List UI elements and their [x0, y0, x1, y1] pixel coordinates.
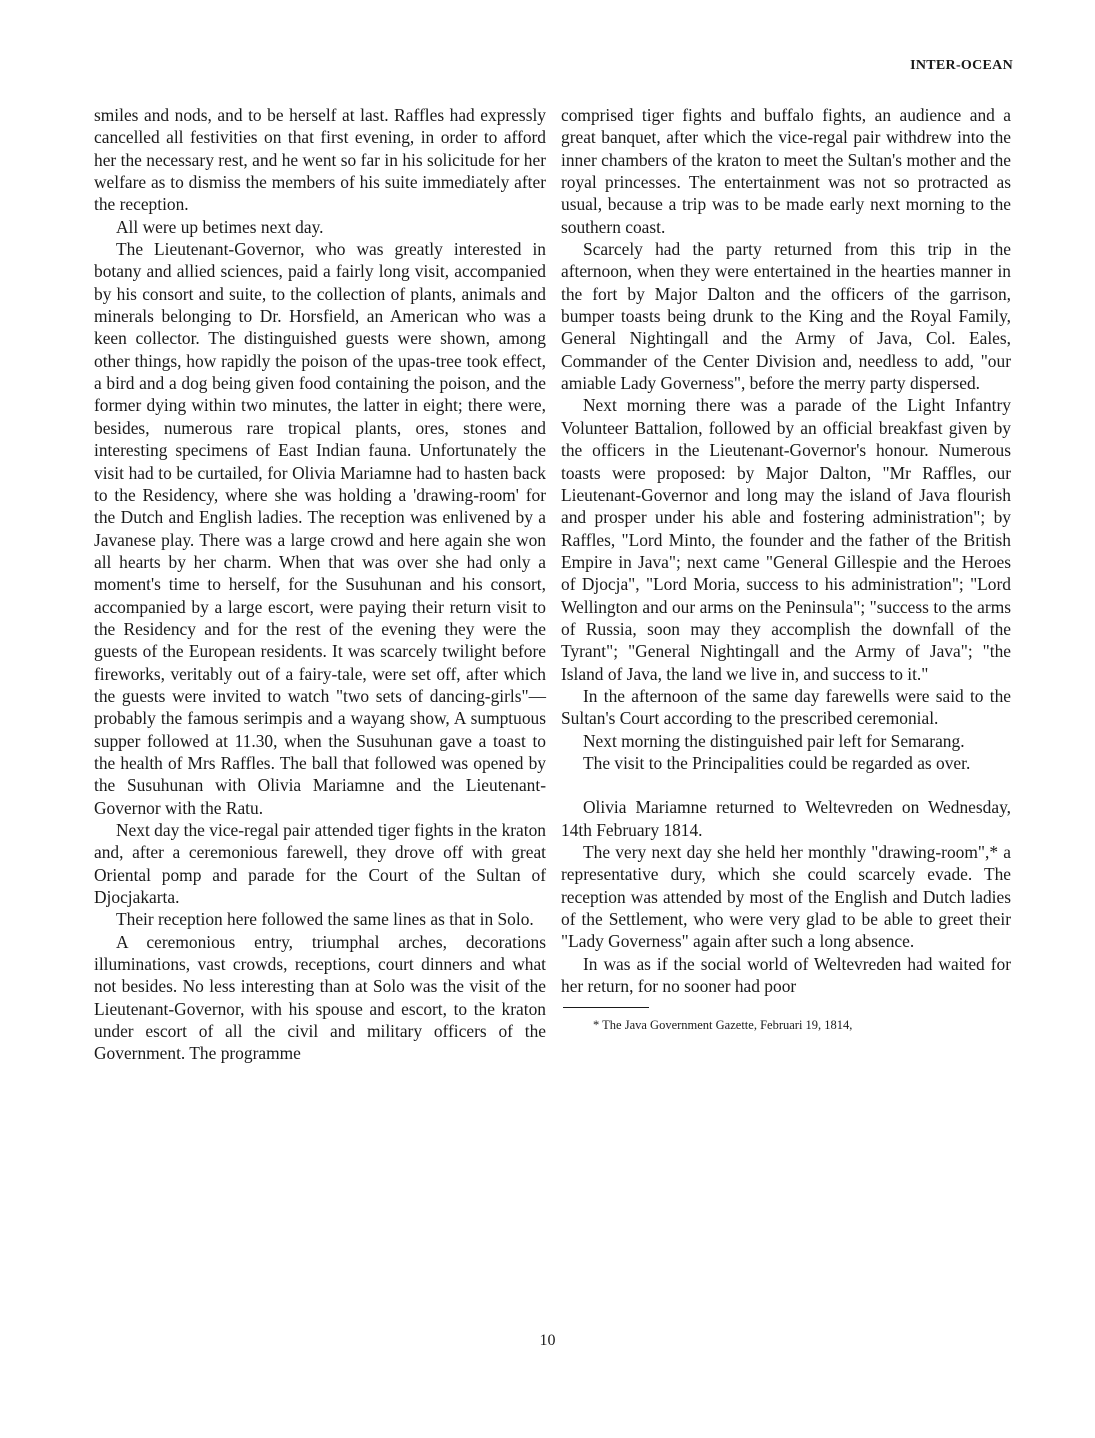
paragraph: The Lieutenant-Governor, who was greatly interested in botany and allied sciences, paid a fairly long visit, accompanied by his consort and suite, to the collection of plants, animals and minerals belonging to Dr. Horsfield, an American who was a keen collector. The distinguished guests were shown, among other things, how rapidly the poison of the upas-tree took effect, a bird and a dog being given food containing the poison, and the former dying within two minutes, the latter in eight; there were, besides, numerous rare tropical plants, ores, stones and interesting specimens of East Indian fauna. Unfortunately the visit had to be curtailed, for Olivia Mariamne had to hasten back to the Residency, where she was holding a 'drawing-room' for the Dutch and English ladies. The reception was enlivened by a Javanese play. There was a large crowd and here again she won all hearts by her charm. When that was over she had only a moment's time to herself, for the Susuhunan and his consort, accompanied by a large escort, were paying their return visit to the Residency and for the rest of the evening they were the guests of the European residents. It was scarcely twilight before fireworks, veritably out of a fairy-tale, were set off, after which the guests were invited to watch "two sets of dancing-girls"—probably the famous serimpis and a wayang show, A sumptuous supper followed at 11.30, when the Susuhunan gave a toast to the health of Mrs Raffles. The ball that followed was opened by the Susuhunan with Olivia Mariamne and the Lieutenant-Governor with the Ratu.: [94, 239, 546, 818]
paragraph: Next morning the distinguished pair left for Semarang.: [583, 730, 965, 751]
footnote-rule: [563, 1007, 649, 1008]
paragraph: In was as if the social world of Weltevreden had waited for her return, for no sooner had poor: [561, 953, 1011, 997]
paragraph: Their reception here followed the same lines as that in Solo.: [116, 909, 534, 930]
right-column: [561, 104, 1011, 1033]
paragraph: All were up betimes next day.: [116, 216, 324, 237]
paragraph: Scarcely had the party returned from this trip in the afternoon, when they were entertained in the hearties manner in the fort by Major Dalton and the officers of the garrison, bumper toasts being drunk to the King and the Royal Family, General Nightingall and the Army of Java, Col. Eales, Commander of the Center Division and, needless to add, "our amiable Lady Governess", before the merry party dispersed.: [561, 239, 1011, 394]
paragraph: Next day the vice-regal pair attended tiger fights in the kraton and, after a ceremonious farewell, they drove off with great Oriental pomp and parade for the Court of the Sultan of Djocjakarta.: [94, 820, 546, 908]
left-column: [94, 104, 546, 1065]
footnote: * The Java Government Gazette, Februari 19, 1814,: [593, 1018, 853, 1033]
paragraph: The visit to the Principalities could be regarded as over.: [583, 752, 971, 773]
paragraph: The very next day she held her monthly "drawing-room",* a representative dury, which she could scarcely evade. The reception was attended by most of the English and Dutch ladies of the Settlement, who were very glad to be able to greet their "Lady Governess" again after such a long absence.: [561, 842, 1011, 952]
paragraph: Olivia Mariamne returned to Weltevreden on Wednesday, 14th February 1814.: [561, 797, 1011, 840]
paragraph: comprised tiger fights and buffalo fights, an audience and a great banquet, after which the vice-regal pair withdrew into the inner chambers of the kraton to meet the Sultan's mother and the royal princesses. The entertainment was not so protracted as usual, because a trip was to be made early next morning to the southern coast.: [561, 105, 1011, 237]
paragraph: Next morning there was a parade of the Light Infantry Volunteer Battalion, followed by an official breakfast given by the officers in the Lieutenant-Governor's honour. Numerous toasts were proposed: by Major Dalton, "Mr Raffles, our Lieutenant-Governor and long may the island of Java flourish and prosper under his able and fostering administration"; by Raffles, "Lord Minto, the founder and the father of the British Empire in Java"; next came "General Gillespie and the Heroes of Djocja", "Lord Moria, success to his administration"; "Lord Wellington and our arms on the Peninsula"; "success to the arms of Russia, soon may they accomplish the downfall of the Tyrant"; "General Nightingall and the Army of Java"; "the Island of Java, the land we live in, and success to it.": [561, 395, 1011, 684]
paragraph: In the afternoon of the same day farewells were said to the Sultan's Court according to the prescribed ceremonial.: [561, 685, 1011, 729]
paragraph: smiles and nods, and to be herself at last. Raffles had expressly cancelled all festivities on that first evening, in order to afford her the necessary rest, and he went so far in his solicitude for her welfare as to dismiss the members of his suite immediately after the reception.: [94, 105, 546, 215]
paragraph: A ceremonious entry, triumphal arches, decorations illuminations, vast crowds, receptions, court dinners and what not besides. No less interesting than at Solo was the visit of the Lieutenant-Governor, with his spouse and escort, to the kraton under escort of all the civil and military officers of the Government. The programme: [94, 931, 546, 1064]
page-number: 10: [539, 1332, 556, 1349]
running-header: INTER-OCEAN: [910, 58, 1013, 73]
